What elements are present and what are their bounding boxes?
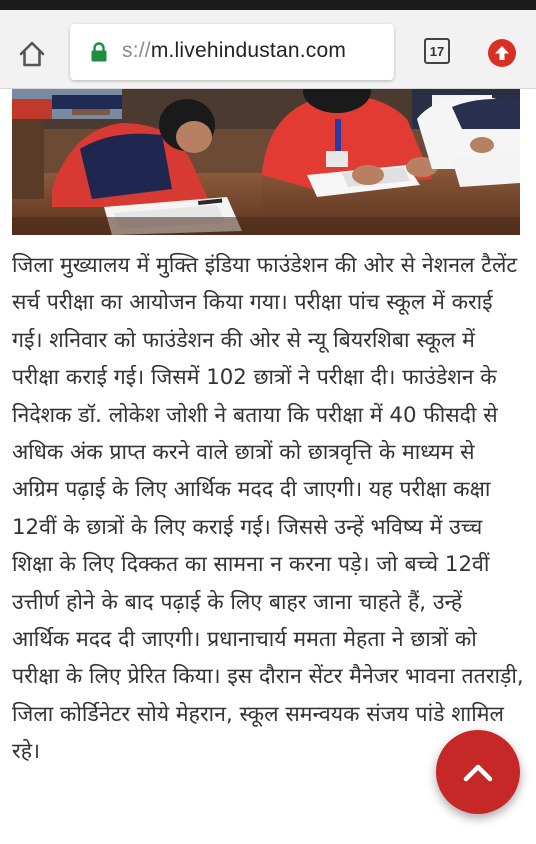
home-icon — [18, 40, 46, 68]
tab-switcher-button[interactable] — [424, 38, 450, 64]
url-prefix: s:// — [122, 39, 151, 62]
article-body: जिला मुख्यालय में मुक्ति इंडिया फाउंडेशन की ओर से नेशनल टैलेंट सर्च परीक्षा का आयोजन किया गया। परीक्षा पांच स्कूल में कराई गई। शनिवार को फाउंडेशन की ओर से न्यू बियरशिबा स्कूल में परीक्षा कराई गई। जिसमें 102 छात्रों ने परीक्षा दी। फाउंडेशन के निदेशक डॉ. लोकेश जोशी ने बताया कि परीक्षा में 40 फीसदी से अधिक अंक प्राप्त करने वाले छात्रों को छात्रवृत्ति के माध्यम से अग्रिम पढ़ाई के लिए आर्थिक मदद दी जाएगी। यह परीक्षा कक्षा 12वीं के छात्रों के लिए कराई गई। जिससे उन्हें भविष्य में उच्च शिक्षा के लिए दिक्कत का सामना न करना पड़े। जो बच्चे 12वीं उत्तीर्ण होने के बाद पढ़ाई के लिए बाहर जाना चाहते हैं, उन्हें आर्थिक मदद दी जाएगी। प्रधानाचार्य ममता मेहता ने छात्रों को परीक्षा के लिए प्रेरित किया। इस दौरान सेंटर मैनेजर भावना ततराड़ी, जिला कोर्डिनेटर सोये मेहरान, स्कूल समन्वयक संजय पांडे शामिल रहे। — [12, 253, 524, 765]
url-text — [122, 39, 346, 63]
home-button[interactable] — [14, 36, 50, 72]
browser-toolbar — [0, 10, 536, 89]
url-bar[interactable] — [70, 24, 394, 80]
lock-icon — [90, 42, 108, 62]
update-arrow-icon — [493, 44, 511, 62]
status-bar — [0, 0, 536, 10]
scroll-to-top-button[interactable] — [436, 730, 520, 814]
chevron-up-icon — [458, 752, 498, 792]
url-host: m.livehindustan.com — [150, 39, 347, 62]
classroom-exam-image — [12, 89, 520, 235]
article-photo — [12, 89, 520, 235]
update-button[interactable] — [488, 39, 516, 67]
tab-count: 17 — [429, 43, 445, 59]
